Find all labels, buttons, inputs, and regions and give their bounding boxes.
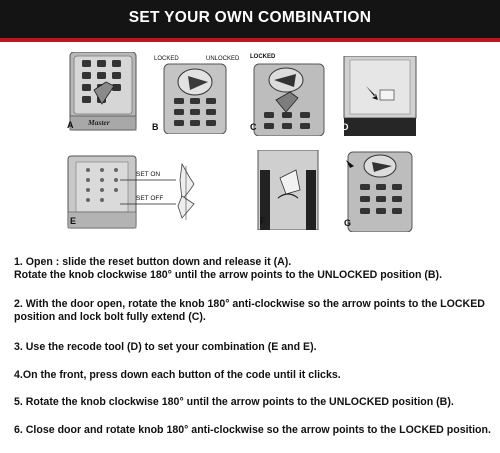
- step-4: 4.On the front, press down each button of the code until it clicks.: [14, 369, 341, 381]
- figure-a: [64, 52, 142, 132]
- figure-f-label: F: [260, 216, 266, 226]
- figure-d: [340, 56, 420, 136]
- figure-e-label: E: [70, 216, 77, 226]
- unlocked-label: UNLOCKED: [206, 56, 240, 62]
- recode-tool-icon: [380, 90, 394, 100]
- set-on-label: SET ON: [136, 171, 161, 178]
- brand-logo-text: Master: [88, 118, 110, 127]
- step-6: 6. Close door and rotate knob 180° anti-clockwise so the arrow points to the LOCKED position.: [14, 424, 491, 436]
- step-1: [14, 256, 492, 282]
- step-1-line-1: 1. Open : slide the reset button down and release it (A).: [14, 256, 292, 268]
- figure-c: [246, 52, 330, 136]
- set-on-button-icon: [180, 164, 194, 200]
- recode-tool-illustration: [340, 56, 420, 136]
- knob-unlocked-illustration: [150, 52, 242, 134]
- page-title: SET YOUR OWN COMBINATION: [128, 9, 372, 26]
- knob-locked-illustration: [246, 52, 330, 136]
- set-legend-lines: [120, 160, 210, 230]
- figure-g-label: G: [344, 218, 352, 228]
- step-5: 5. Rotate the knob clockwise 180° until the arrow points to the UNLOCKED position (B).: [14, 396, 454, 408]
- figure-f: [252, 150, 324, 230]
- step-2: 2. With the door open, rotate the knob 180° anti-clockwise so the arrow points to the LOCKED position and lock bolt fully extend (C).: [14, 298, 485, 323]
- locked-label: LOCKED: [154, 56, 179, 62]
- header-stripe: [0, 38, 500, 42]
- figure-g: [340, 150, 418, 232]
- figure-c-label: C: [250, 122, 257, 132]
- set-off-label: SET OFF: [136, 195, 164, 202]
- step-3: 3. Use the recode tool (D) to set your combination (E and E).: [14, 341, 317, 353]
- locked-label-c: LOCKED: [250, 54, 276, 60]
- figure-b-label: B: [152, 122, 159, 132]
- figure-b: [150, 52, 242, 134]
- figure-d-label: D: [342, 122, 349, 132]
- step-1-line-2: Rotate the knob clockwise 180° until the arrow points to the UNLOCKED position (B).: [14, 269, 443, 281]
- knob-final-illustration: [340, 150, 418, 232]
- figure-a-label: A: [67, 120, 74, 130]
- header-bar: [0, 0, 500, 38]
- set-legend: [120, 160, 210, 230]
